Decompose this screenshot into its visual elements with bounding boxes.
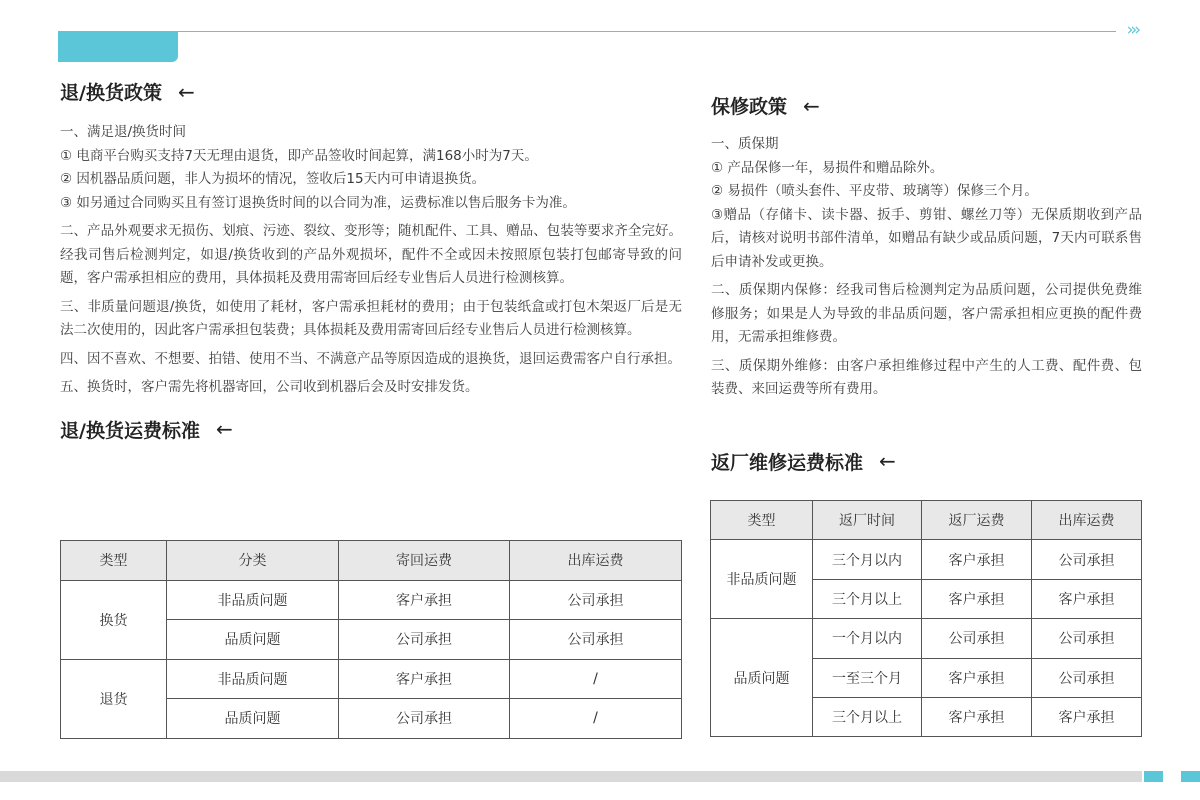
table-header-row: [711, 501, 1142, 540]
table-header-cell: 出库运费: [1032, 501, 1142, 540]
header-tab-decoration: [58, 31, 178, 62]
returns-preference-clause: 四、因不喜欢、不想要、拍错、使用不当、不满意产品等原因造成的退换货，退回运费需客户自行承担。: [60, 350, 681, 367]
table-cell: 三个月以上: [813, 579, 922, 618]
returns-appearance-clause: 二、产品外观要求无损伤、划痕、污迹、裂纹、变形等；随机配件、工具、赠品、包装等要求齐全完好。经我司售后检测判定，如退/换货收到的产品外观损坏，配件不全或因未按照原包装打包邮寄导致的问题，客户需承担相应的费用，具体损耗及费用需寄回后经专业售后人员进行检测核算。: [60, 223, 682, 286]
footer-square-decoration: [1144, 771, 1163, 782]
repair-standard-title: 返厂维修运费标准: [711, 451, 864, 474]
table-header-cell: 返厂时间: [813, 501, 922, 540]
table-cell: 公司承担: [1032, 619, 1142, 658]
table-row: [711, 540, 1142, 579]
table-cell: 公司承担: [922, 619, 1032, 658]
warranty-policy-heading: [711, 92, 1142, 119]
table-header-cell: 类型: [61, 541, 167, 581]
table-cell: 三个月以上: [813, 697, 922, 736]
header-rule: [58, 31, 1116, 32]
footer-square-decoration: [1181, 771, 1200, 782]
table-cell: 一个月以内: [813, 619, 922, 658]
warranty-period-item-2: ② 易损件（喷头套件、平皮带、玻璃等）保修三个月。: [711, 183, 1038, 199]
table-cell: 客户承担: [922, 658, 1032, 697]
table-row: [61, 580, 682, 620]
table-cell: /: [510, 659, 682, 699]
table-header-cell: 分类: [167, 541, 339, 581]
table-cell: 客户承担: [1032, 579, 1142, 618]
arrow-left-icon: ←: [803, 93, 820, 118]
table-cell: 客户承担: [339, 580, 510, 620]
table-cell: 客户承担: [1032, 697, 1142, 736]
table-cell: 公司承担: [1032, 540, 1142, 579]
type-cell: 品质问题: [711, 619, 813, 737]
shipping-standard-heading: [60, 416, 682, 443]
table-cell: 品质问题: [167, 699, 339, 739]
returns-time-heading: 一、满足退/换货时间: [60, 124, 187, 140]
returns-exchange-clause: 五、换货时，客户需先将机器寄回，公司收到机器后会及时安排发货。: [60, 379, 479, 395]
warranty-period-clause: [711, 133, 1142, 274]
out-of-warranty-clause: 三、质保期外维修：由客户承担维修过程中产生的人工费、配件费、包装费、来回运费等所有费用。: [711, 357, 1142, 397]
table-cell: 客户承担: [922, 579, 1032, 618]
table-header-cell: 出库运费: [510, 541, 682, 581]
in-warranty-clause: 二、质保期内保修：经我司售后检测判定为品质问题，公司提供免费维修服务；如果是人为导致的非品质问题，客户需承担相应更换的配件费用，无需承担维修费。: [711, 282, 1142, 345]
type-cell: 非品质问题: [711, 540, 813, 619]
returns-policy-title: 退/换货政策: [60, 82, 162, 104]
returns-policy-section: [60, 78, 682, 443]
table-cell: 公司承担: [510, 620, 682, 660]
shipping-standard-title: 退/换货运费标准: [60, 419, 200, 442]
shipping-fee-table: [60, 540, 682, 739]
table-header-row: [61, 541, 682, 581]
repair-standard-heading: [711, 448, 1142, 475]
type-cell: 退货: [61, 659, 167, 738]
table-cell: 非品质问题: [167, 659, 339, 699]
warranty-policy-section: [711, 92, 1142, 475]
table-cell: 三个月以内: [813, 540, 922, 579]
returns-time-item-3: ③ 如另通过合同购买且有签订退换货时间的以合同为准，运费标准以售后服务卡为准。: [60, 194, 576, 211]
table-cell: 一至三个月: [813, 658, 922, 697]
table-cell: 公司承担: [1032, 658, 1142, 697]
table-cell: 非品质问题: [167, 580, 339, 620]
footer-bar: [0, 771, 1142, 782]
table-cell: 公司承担: [339, 620, 510, 660]
returns-policy-heading: [60, 78, 682, 105]
table-row: [711, 619, 1142, 658]
chevron-right-icon: ›››: [1126, 20, 1138, 40]
table-header-cell: 类型: [711, 501, 813, 540]
table-cell: 公司承担: [510, 580, 682, 620]
returns-non-quality-clause: 三、非质量问题退/换货，如使用了耗材，客户需承担耗材的费用；由于包装纸盒或打包木架返厂后是无法二次使用的，因此客户需承担包装费；具体损耗及费用需寄回后经专业售后人员进行检测核算。: [60, 298, 682, 338]
arrow-left-icon: ←: [215, 417, 233, 441]
table-cell: /: [510, 699, 682, 739]
table-cell: 客户承担: [922, 540, 1032, 579]
warranty-policy-title: 保修政策: [711, 96, 788, 118]
table-cell: 客户承担: [339, 659, 510, 699]
returns-policy-body: [60, 121, 682, 400]
table-cell: 公司承担: [339, 699, 510, 739]
returns-time-item-1: ① 电商平台购买支持7天无理由退货，即产品签收时间起算，满168小时为7天。: [60, 147, 538, 164]
returns-time-item-2: ② 因机器品质问题，非人为损坏的情况，签收后15天内可申请退换货。: [60, 171, 486, 187]
warranty-period-heading: 一、质保期: [711, 136, 779, 152]
returns-time-clause: [60, 121, 682, 215]
repair-fee-table: [710, 500, 1142, 737]
warranty-period-item-1: ① 产品保修一年，易损件和赠品除外。: [711, 159, 944, 176]
table-cell: 品质问题: [167, 620, 339, 660]
arrow-left-icon: ←: [177, 79, 195, 104]
warranty-period-item-3: ③赠品（存储卡、读卡器、扳手、剪钳、螺丝刀等）无保质期收到产品后，请核对说明书部件清单，如赠品有缺少或品质问题，7天内可联系售后申请补发或更换。: [711, 206, 1142, 270]
table-header-cell: 返厂运费: [922, 501, 1032, 540]
table-row: [61, 659, 682, 699]
arrow-left-icon: ←: [879, 449, 896, 473]
type-cell: 换货: [61, 580, 167, 659]
table-header-cell: 寄回运费: [339, 541, 510, 581]
table-cell: 客户承担: [922, 697, 1032, 736]
warranty-policy-body: [711, 133, 1142, 402]
